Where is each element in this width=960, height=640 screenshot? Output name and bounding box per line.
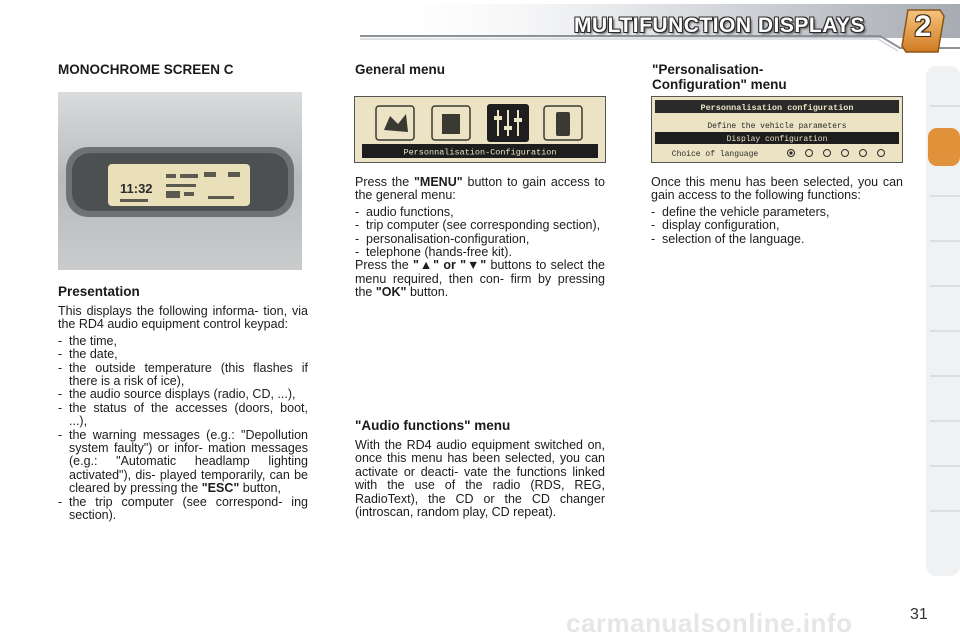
lcd-clock-text: 11:32: [120, 181, 153, 196]
down-arrow-icon: ▼: [466, 258, 481, 273]
list-item: - the status of the accesses (doors, boot, ...),: [58, 402, 308, 429]
presentation-intro: This displays the following informa- tion, via the RD4 audio equipment control keypad:: [58, 304, 308, 332]
list-item: - selection of the language.: [651, 233, 903, 246]
personalisation-menu-screen: [651, 96, 903, 163]
list-item: - the warning messages (e.g.: "Depollution system faulty") or infor- mation messages (e.g.: "Automatic headlamp lighting activated"), dis- played temporarily, can be cleared by pressing the "ESC" button,: [58, 429, 308, 496]
section-heading-general-menu: General menu: [355, 62, 446, 77]
personalisation-body: [651, 176, 903, 246]
general-menu-list: [355, 206, 605, 260]
general-menu-body: [355, 176, 605, 300]
list-item: - personalisation-configuration,: [355, 233, 605, 246]
menu-screen-label: Personnalisation-Configuration: [403, 147, 557, 158]
list-item: - audio functions,: [355, 206, 605, 219]
chapter-tab-strip: [924, 66, 960, 576]
chapter-number: 2: [914, 10, 932, 43]
audio-functions-body: With the RD4 audio equipment switched on, once this menu has been selected, you can activate or deacti- vate the functions linked with the use of the radio (RDS, REG, RadioText), the CD or the CD changer (introscan, random play, CD repeat).: [355, 438, 605, 520]
section-heading-presentation: Presentation: [58, 284, 140, 299]
dashboard-display-photo: [58, 92, 302, 270]
page-number: 31: [910, 606, 928, 623]
up-arrow-icon: ▲: [418, 258, 434, 273]
list-item: - the audio source displays (radio, CD, ...),: [58, 388, 308, 401]
section-heading-audio-functions: "Audio functions" menu: [355, 418, 511, 433]
general-menu-intro: Press the "MENU" button to gain access to the general menu:: [355, 175, 605, 203]
section-heading-personalisation: "Personalisation- Configuration" menu: [652, 62, 787, 92]
screen-item-language: Choice of language: [671, 150, 759, 159]
list-item: - the time,: [58, 335, 308, 348]
active-chapter-tab: [928, 128, 960, 166]
list-item: - define the vehicle parameters,: [651, 206, 903, 219]
list-item: - the outside temperature (this flashes if there is a risk of ice),: [58, 362, 308, 389]
screen-title: Personnalisation configuration: [700, 103, 854, 113]
section-heading-monochrome-screen: MONOCHROME SCREEN C: [58, 62, 234, 77]
screen-item-display-configuration: Display configuration: [726, 135, 828, 144]
list-item: - the trip computer (see correspond- ing section).: [58, 496, 308, 523]
presentation-body: [58, 305, 308, 523]
navigation-instruction: Press the "▲" or "▼" buttons to select the menu required, then con- firm by pressing the "OK" button.: [355, 258, 605, 300]
screen-item-vehicle-parameters: Define the vehicle parameters: [707, 122, 847, 131]
list-item: - trip computer (see corresponding section),: [355, 219, 605, 232]
personalisation-intro: Once this menu has been selected, you can gain access to the following functions:: [651, 175, 903, 203]
personalisation-list: [651, 206, 903, 246]
list-item: - display configuration,: [651, 219, 903, 232]
page-title: MULTIFUNCTION DISPLAYS: [573, 14, 865, 37]
list-item: - telephone (hands-free kit).: [355, 246, 605, 259]
presentation-list: [58, 335, 308, 523]
general-menu-screen: [354, 96, 606, 163]
watermark: carmanualsonline.info: [566, 608, 853, 638]
list-item: - the date,: [58, 348, 308, 361]
